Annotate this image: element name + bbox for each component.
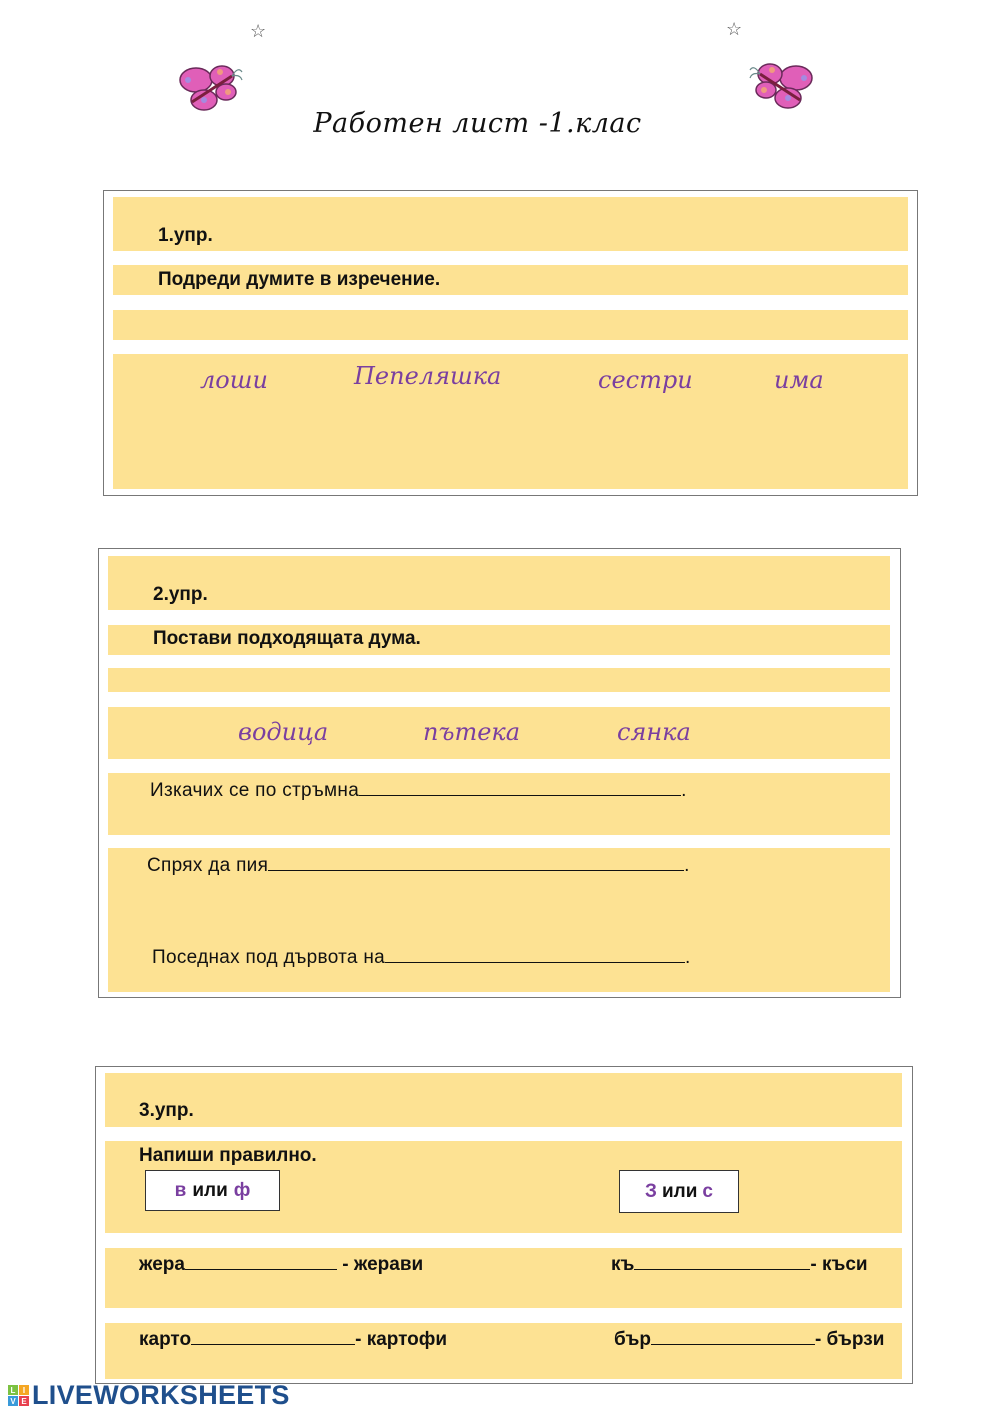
- word-suffix: - бързи: [814, 1329, 885, 1350]
- choice-letter: З: [645, 1180, 657, 1202]
- word-suffix: - жерави: [336, 1254, 424, 1275]
- logo-grid-icon: [8, 1385, 29, 1406]
- page-title: Работен лист -1.клас: [313, 108, 642, 139]
- sentence-3: [152, 945, 691, 969]
- logo-letter: L: [8, 1385, 18, 1395]
- word-blank[interactable]: [651, 1327, 815, 1345]
- liveworksheets-logo: [8, 1380, 290, 1411]
- star-icon: ☆: [726, 19, 743, 39]
- word-suffix: - картофи: [355, 1329, 448, 1350]
- word-prefix: къ: [611, 1254, 635, 1275]
- sentence-1-text: Изкачих се по стръмна: [150, 780, 360, 801]
- logo-letter: I: [19, 1385, 29, 1395]
- word-chip[interactable]: лоши: [200, 366, 268, 394]
- sentence-2-blank[interactable]: [268, 853, 684, 871]
- butterfly-icon: [744, 60, 816, 110]
- exercise-3-number: 3.упр.: [139, 1100, 194, 1121]
- sentence-1-blank[interactable]: [359, 778, 681, 796]
- choice-box-z-or-s: [619, 1170, 739, 1213]
- word-row-2-right: [614, 1327, 884, 1351]
- word-chip[interactable]: сестри: [598, 366, 693, 394]
- word-row-2-left: [139, 1327, 447, 1351]
- exercise-1-instruction: Подреди думите в изречение.: [158, 269, 441, 290]
- word-blank[interactable]: [185, 1252, 337, 1270]
- star-icon: ☆: [250, 21, 267, 41]
- sentence-2: [147, 853, 690, 877]
- word-blank[interactable]: [634, 1252, 810, 1270]
- word-chip[interactable]: Пепеляшка: [354, 362, 502, 390]
- logo-text: LIVEWORKSHEETS: [32, 1380, 290, 1410]
- logo-letter: E: [19, 1396, 29, 1406]
- word-prefix: карто: [139, 1329, 192, 1350]
- exercise-2-header-band: [108, 556, 890, 610]
- choice-letter: ф: [233, 1179, 251, 1201]
- sentence-2-text: Спрях да пия: [147, 855, 269, 876]
- exercise-2-number: 2.упр.: [153, 584, 208, 605]
- exercise-2-instruction: Постави подходящата дума.: [153, 628, 421, 649]
- exercise-1-answer-band[interactable]: [113, 310, 908, 340]
- sentence-3-blank[interactable]: [385, 945, 685, 963]
- exercise-3-header-band: [105, 1073, 902, 1127]
- sentence-2-end: .: [684, 855, 690, 876]
- word-chip[interactable]: има: [774, 366, 824, 394]
- exercise-1-header-band: [113, 197, 908, 251]
- sentence-1-end: .: [681, 780, 687, 801]
- sentence-3-text: Поседнах под дървота на: [152, 947, 386, 968]
- word-row-1-right: [611, 1252, 868, 1276]
- logo-letter: V: [8, 1396, 18, 1406]
- word-blank[interactable]: [191, 1327, 355, 1345]
- word-prefix: жера: [139, 1254, 185, 1275]
- word-chip[interactable]: водица: [238, 718, 329, 746]
- choice-or: или: [661, 1180, 698, 1202]
- word-suffix: - къси: [810, 1254, 868, 1275]
- choice-letter: в: [174, 1179, 187, 1201]
- word-prefix: бър: [614, 1329, 651, 1350]
- word-row-1-left: [139, 1252, 423, 1276]
- choice-box-v-or-f: [145, 1170, 280, 1211]
- choice-or: или: [192, 1179, 228, 1201]
- choice-letter: с: [702, 1180, 713, 1202]
- exercise-2-spacer-band: [108, 668, 890, 692]
- word-chip[interactable]: сянка: [617, 718, 691, 746]
- exercise-1-number: 1.упр.: [158, 225, 213, 246]
- sentence-3-end: .: [685, 947, 691, 968]
- word-chip[interactable]: пътека: [423, 718, 521, 746]
- sentence-1: [150, 778, 687, 802]
- butterfly-icon: [176, 62, 248, 112]
- exercise-3-instruction: Напиши правилно.: [139, 1145, 317, 1166]
